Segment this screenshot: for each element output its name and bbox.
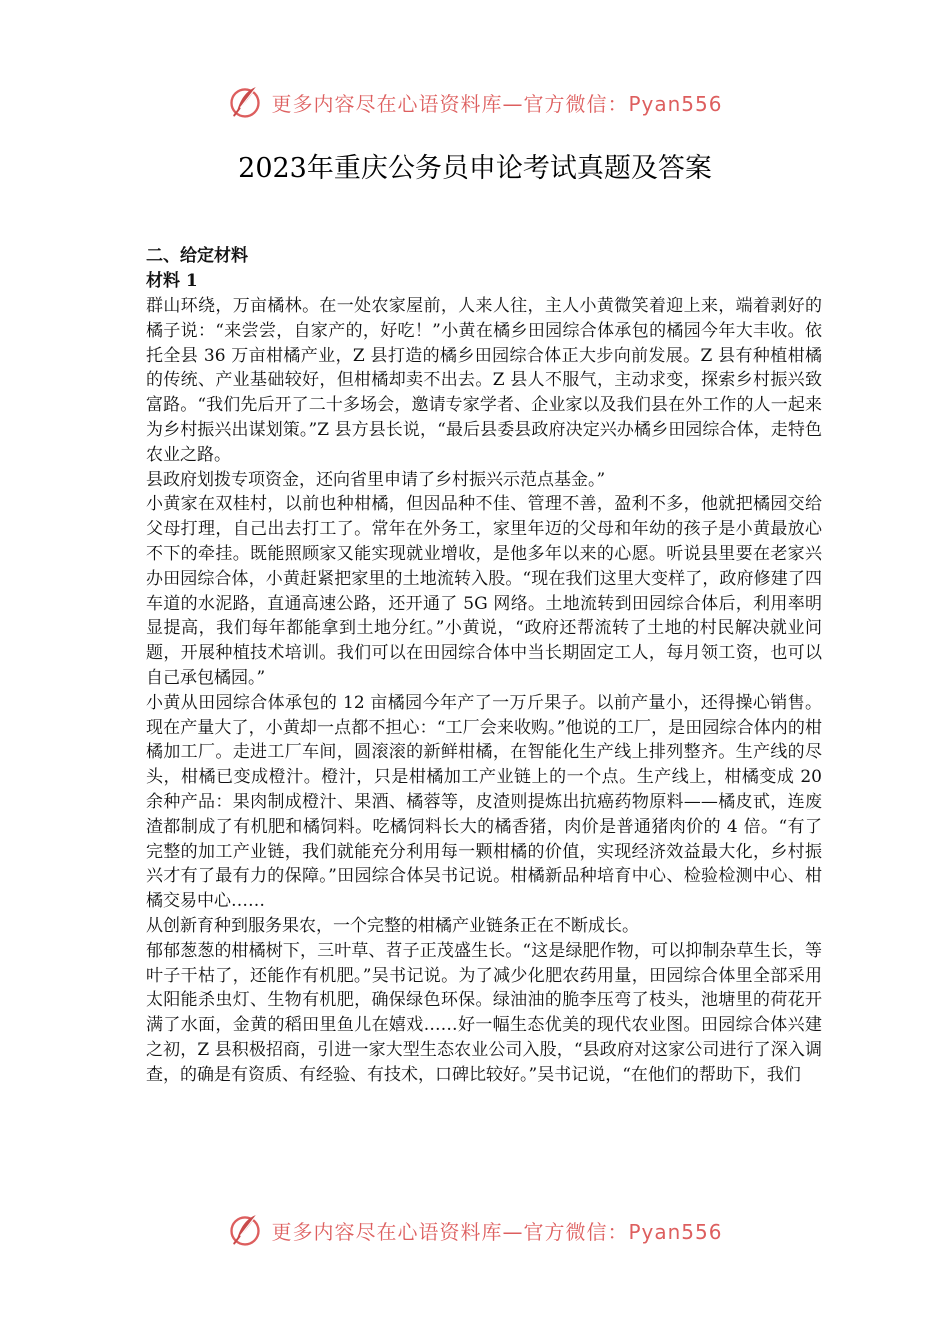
- paragraph-1: 群山环绕，万亩橘林。在一处农家屋前，人来人往，主人小黄微笑着迎上来，端着剥好的橘子说：“来尝尝，自家产的，好吃！”小黄在橘乡田园综合体承包的橘园今年大丰收。依托全县 36 万亩柑橘产业，Z 县打造的橘乡田园综合体正大步向前发展。Z 县有种植柑橘的传统、产业基础较好，但柑橘却卖不出去。Z 县人不服气，主动求变，探索乡村振兴致富路。“我们先后开了二十多场会，邀请专家学者、企业家以及我们县在外工作的人一起来为乡村振兴出谋划策。”Z 县方县长说，“最后县委县政府决定兴办橘乡田园综合体，走特色农业之路。: [146, 296, 822, 465]
- paragraph-6: 郁郁葱葱的柑橘树下，三叶草、苕子正茂盛生长。“这是绿肥作物，可以抑制杂草生长，等叶子干枯了，还能作有机肥。”吴书记说。为了减少化肥农药用量，田园综合体里全部采用太阳能杀虫灯、生物有机肥，确保绿色环保。绿油油的脆李压弯了枝头，池塘里的荷花开满了水面，金黄的稻田里鱼儿在嬉戏……好一幅生态优美的现代农业图。田园综合体兴建之初，Z 县积极招商，引进一家大型生态农业公司入股，“县政府对这家公司进行了深入调查，的确是有资质、有经验、有技术，口碑比较好。”吴书记说，“在他们的帮助下，我们: [146, 940, 822, 1085]
- document-title: 2023年重庆公务员申论考试真题及答案: [238, 153, 712, 184]
- footer-banner: [0, 1208, 950, 1252]
- paragraph-4: 小黄从田园综合体承包的 12 亩橘园今年产了一万斤果子。以前产量小，还得操心销售。现在产量大了，小黄却一点都不担心：“工厂会来收购。”他说的工厂，是田园综合体内的柑橘加工厂。走进工厂车间，圆滚滚的新鲜柑橘，在智能化生产线上排列整齐。生产线的尽头，柑橘已变成橙汁。橙汁，只是柑橘加工产业链上的一个点。生产线上，柑橘变成 20 余种产品：果肉制成橙汁、果酒、橘蓉等，皮渣则提炼出抗癌药物原料——橘皮甙，连废渣都制成了有机肥和橘饲料。吃橘饲料长大的橘香猪，肉价是普通猪肉价的 4 倍。“有了完整的加工产业链，我们就能充分利用每一颗柑橘的价值，实现经济效益最大化，乡村振兴才有了最有力的保障。”田园综合体吴书记说。柑橘新品种培育中心、检验检测中心、柑橘交易中心……: [146, 692, 822, 912]
- banner-text: 更多内容尽在心语资料库—官方微信：Pyan556: [271, 91, 723, 116]
- feather-quill-logo-icon: [227, 84, 263, 120]
- material-label: 材料 1: [146, 271, 198, 291]
- header-banner: [0, 80, 950, 124]
- document-body: [146, 244, 822, 1088]
- paragraph-5: 从创新育种到服务果农，一个完整的柑橘产业链条正在不断成长。: [146, 915, 639, 936]
- paragraph-3: 小黄家在双桂村，以前也种柑橘，但因品种不佳、管理不善，盈利不多，他就把橘园交给父母打理，自己出去打工了。常年在外务工，家里年迈的父母和年幼的孩子是小黄最放心不下的牵挂。既能照顾家又能实现就业增收，是他多年以来的心愿。听说县里要在老家兴办田园综合体，小黄赶紧把家里的土地流转入股。“现在我们这里大变样了，政府修建了四车道的水泥路，直通高速公路，还开通了 5G 网络。土地流转到田园综合体后，利用率明显提高，我们每年都能拿到土地分红。”小黄说，“政府还帮流转了土地的村民解决就业问题，开展种植技术培训。我们可以在田园综合体中当长期固定工人，每月领工资，也可以自己承包橘园。”: [146, 494, 822, 688]
- section-heading: 二、给定材料: [146, 246, 248, 266]
- paragraph-2: 县政府划拨专项资金，还向省里申请了乡村振兴示范点基金。”: [146, 469, 606, 490]
- banner-text: 更多内容尽在心语资料库—官方微信：Pyan556: [271, 1219, 723, 1244]
- feather-quill-logo-icon: [227, 1212, 263, 1248]
